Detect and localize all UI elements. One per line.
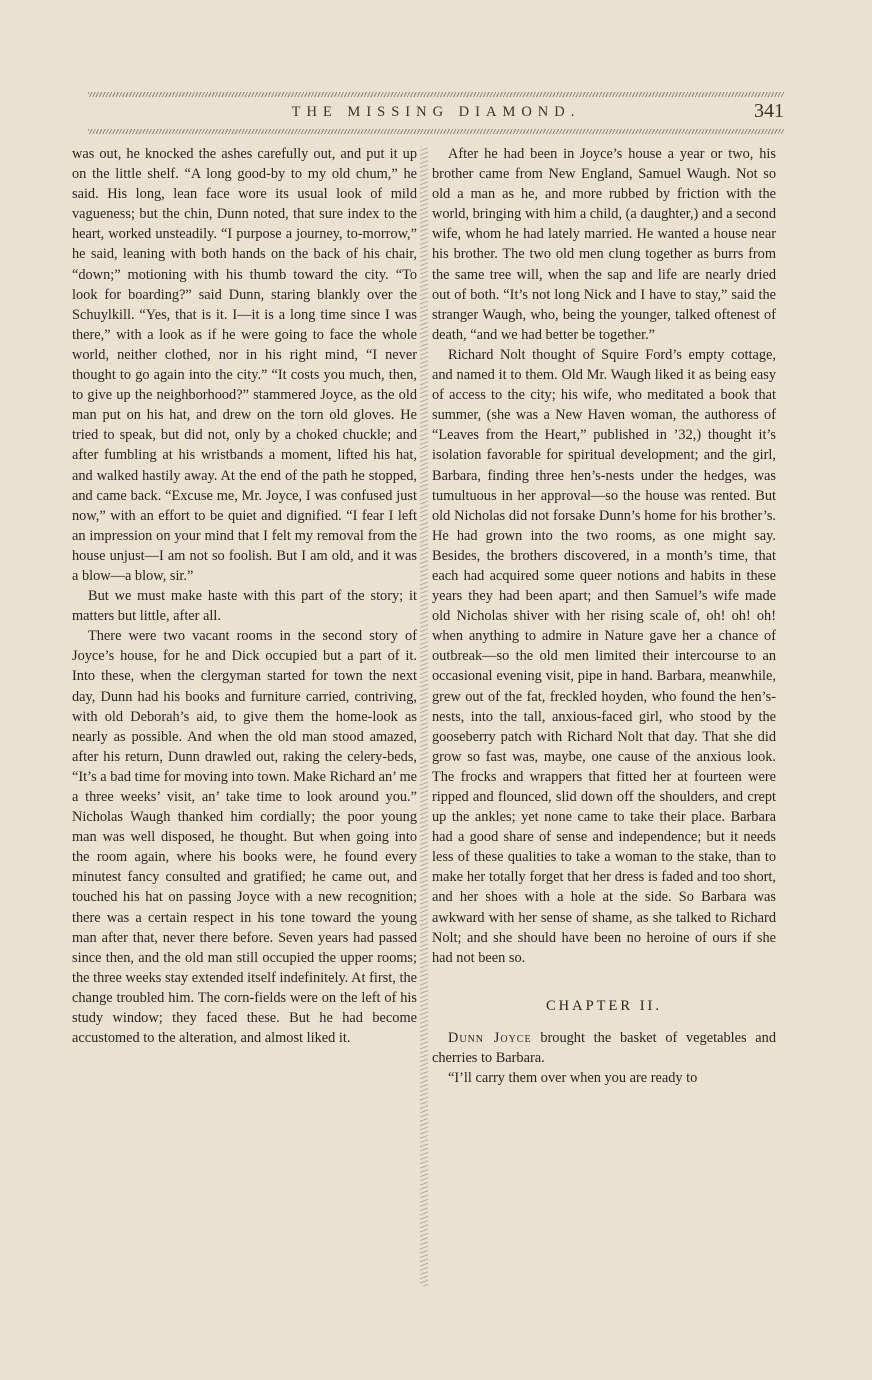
left-column	[72, 144, 417, 1048]
ornamental-rule-bottom	[88, 129, 784, 134]
chapter-lead-smallcaps: Dunn Joyce	[448, 1029, 532, 1046]
page-number: 341	[754, 100, 784, 122]
ornamental-rule-top	[88, 92, 784, 97]
paragraph: After he had been in Joyce’s house a year or two, his brother came from New England, Samuel Waugh. Not so old a man as he, and more rubbed by friction with the world, bringing with him a child, (a daughter,) and a second wife, whom he had lately married. He wanted a house near his brother. The two old men clung together as burrs from the same tree will, when the sap and life are nearly dried out of both. “It’s not long Nick and I have to stay,” said the stranger Waugh, who, being the younger, talked oftenest of death, “and we had better be together.”	[432, 146, 776, 343]
paragraph: “I’ll carry them over when you are ready to	[448, 1070, 698, 1087]
chapter-opening-paragraph	[432, 1028, 776, 1068]
running-head	[88, 100, 784, 126]
paragraph: was out, he knocked the ashes carefully out, and put it up on the little shelf. “A long good-by to my old chum,” he said. His long, lean face wore its usual look of mild vagueness; but the chin, Dunn noted, that sure index to the heart, worked unsteadily. “I purpose a journey, to-morrow,” he said, leaning with both hands on the back of his chair, “down;” motioning with his thumb toward the city. “To look for boarding?” said Dunn, staring blankly over the Schuylkill. “Yes, that is it. I—it is a long time since I was there,” with a look as if he were going to face the whole world, neither clothed, nor in his right mind, “I never thought to go again into the city.” “It costs you much, then, to give up the neighborhood?” stammered Joyce, as the old man put on his hat, and drew on the torn old gloves. He tried to speak, but did not, only by a choked chuckle; and after fumbling at his wristbands a moment, lifted his hat, and walked hastily away. At the end of the path he stopped, and came back. “Excuse me, Mr. Joyce, I was confused just now,” with an effort to be quiet and dignified. “I fear I left an impression on your mind that I felt my removal from the house unjust—I am not so foolish. But I am old, and it was a blow—a blow, sir.”	[72, 146, 417, 584]
right-column	[432, 144, 776, 1088]
chapter-heading: CHAPTER II.	[546, 997, 662, 1014]
running-title: THE MISSING DIAMOND.	[291, 104, 581, 120]
paragraph: There were two vacant rooms in the second story of Joyce’s house, for he and Dick occupied but a part of it. Into these, when the clergyman started for town the next day, Dunn had his books and furniture carried, contriving, with old Deborah’s aid, to give them the home-look as nearly as possible. And when the old man stood amazed, after his return, Dunn drawled out, raking the celery-beds, “It’s a bad time for moving into town. Make Richard an’ me a three weeks’ visit, an’ take time to look around you.” Nicholas Waugh thanked him cordially; the poor young man was well disposed, he thought. But when going into the room again, where his books were, he found every minutest fancy consulted and gratified; he came out, and touched his hat on passing Joyce with a new recognition; there was a certain respect in his tone toward the young man after that, never there before. Seven years had passed since then, and the old man still occupied the upper rooms; the three weeks stay extended itself indefinitely. At first, the change troubled him. The corn-fields were on the left of his study window; they faced these. But he had become accustomed to the alteration, and almost liked it.	[72, 628, 417, 1047]
paragraph: Richard Nolt thought of Squire Ford’s empty cottage, and named it to them. Old Mr. Waugh liked it as being easy of access to the city; his wife, who meditated a book that summer, (she was a New Haven woman, the authoress of “Leaves from the Heart,” published in ’32,) thought it’s isolation favorable for spiritual development; and the girl, Barbara, finding three hen’s-nests under the hedges, was tumultuous in her approval—so the house was rented. But old Nicholas did not forsake Dunn’s home for his brother’s. He had grown into the two rooms, as one might say. Besides, the brothers discovered, in a month’s time, that each had acquired some queer notions and habits in these years they had been apart; and then Samuel’s wife made old Nicholas shiver with her rising scale of, oh! oh! oh! when anything to admire in Nature gave her a chance of outbreak—so the old men limited their intercourse to an occasional evening visit, pipe in hand. Barbara, meanwhile, grew out of the fat, freckled hoyden, who found the hen’s-nests, into the tall, anxious-faced girl, who stood by the gooseberry patch with Richard Nolt that day. That she did grow so fast was, maybe, one cause of the anxious look. The frocks and wrappers that fitted her at fourteen were ripped and flounced, slid down off the shoulders, and crept up the ankles; yet none came to take their place. Barbara had a good share of sense and independence; but it needs less of these qualities to take a woman to the stake, than to make her totally forget that her dress is faded and too short, and her shoes with a hole at the side. So Barbara was awkward with her sense of shame, as she talked to Richard Nolt; and she should have been no heroine of ours if she had not been so.	[432, 346, 776, 966]
column-divider	[420, 146, 428, 1286]
chapter-lead-text: brought the basket of vegetables and cherries to Barbara.	[432, 1029, 776, 1067]
paragraph: But we must make haste with this part of the story; it matters but little, after all.	[72, 588, 417, 625]
